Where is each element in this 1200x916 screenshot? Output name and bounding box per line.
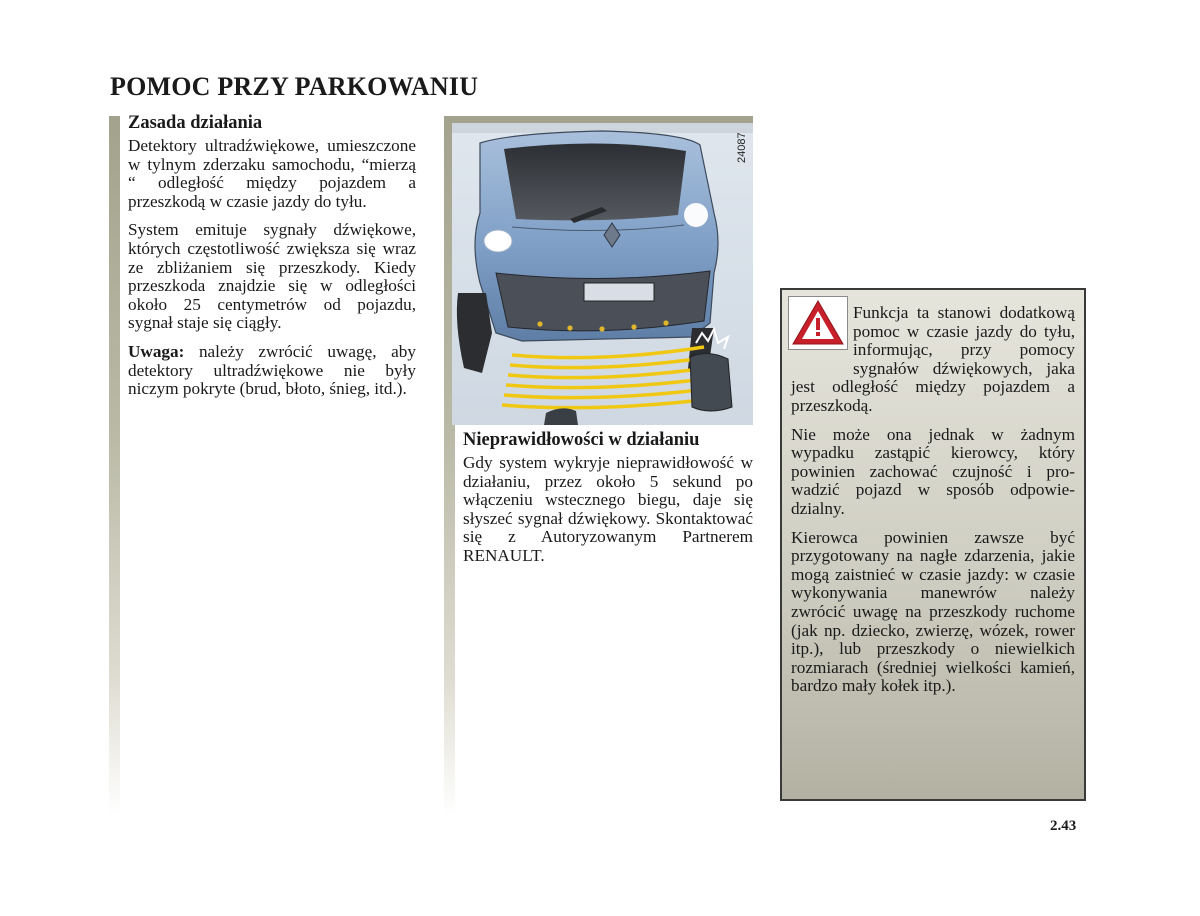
warning-paragraph-3: Kierowca powinien zawsze być przygotowany na nagłe zdarzenia, jakie mogą zaistnieć w czasie jazdy: w czasie wykonywania manewrów należy zwrócić uwagę na przeszkody ruchome (jak np. dziecko, zwierzę, wózek, rower itp.), lub przeszkody o niewielkich rozmiarach (średniej wielkości kamień, bardzo mały kołek itp.).: [791, 527, 1075, 696]
paragraph-signals: System emituje sygnały dźwiękowe, których częstotliwość zwiększa się wraz ze zbliżaniem się przeszkody. Kiedy przeszkoda znajdzie się w odległości około 25 centymetrów od pojazdu, sygnał staje się ciągły.: [128, 220, 416, 333]
warning-text: [791, 304, 1075, 706]
illustration-ref-number: 24087: [736, 132, 748, 163]
section-heading-malfunctions: Nieprawidłowości w działaniu: [463, 430, 700, 450]
middle-column-top-rule: [444, 116, 753, 123]
middle-column: [463, 429, 753, 576]
paragraph-malfunction: Gdy system wykryje nieprawidłowość w działaniu, przez około 5 sekund po włączeniu wstecznego biegu, daje się słyszeć sygnał dźwiękowy. Skontaktować się z Autoryzowanym Partnerem RENAULT.: [463, 453, 753, 565]
left-column: [128, 112, 416, 409]
warning-box: [780, 288, 1086, 801]
note-paragraph: [128, 343, 416, 399]
note-label: Uwaga:: [128, 341, 185, 361]
warning-paragraph-2: Nie może ona jednak w żadnym wypadku zastąpić kierowcy, który powinien zachować czujność i prowadzić pojazd w sposób odpowiedzialny.: [791, 424, 1075, 518]
page-number: 2.43: [1050, 818, 1077, 834]
left-column-bar: [109, 116, 120, 816]
page-title: POMOC PRZY PARKOWANIU: [110, 72, 479, 101]
car-rear-drawing: [452, 123, 753, 425]
section-heading-operating-principle: Zasada działania: [128, 113, 263, 133]
parking-sensor-illustration: [452, 123, 753, 425]
warning-paragraph-1: Funkcja ta stanowi dodatkową pomoc w czasie jazdy do tyłu, informując, przy pomocy sygnałów dźwiękowych, jaka jest odległość między pojazdem a przeszkodą.: [791, 303, 1075, 415]
note-text: należy zwrócić uwagę, aby detektory ultradźwiękowe nie były niczym pokryte (brud, błoto, śnieg, itd.).: [128, 341, 416, 399]
paragraph-detectors: Detektory ultradźwiękowe, umieszczone w tylnym zderzaku samochodu, “mierzą “ odległość między pojazdem a przeszkodą w czasie jazdy do tyłu.: [128, 136, 416, 211]
